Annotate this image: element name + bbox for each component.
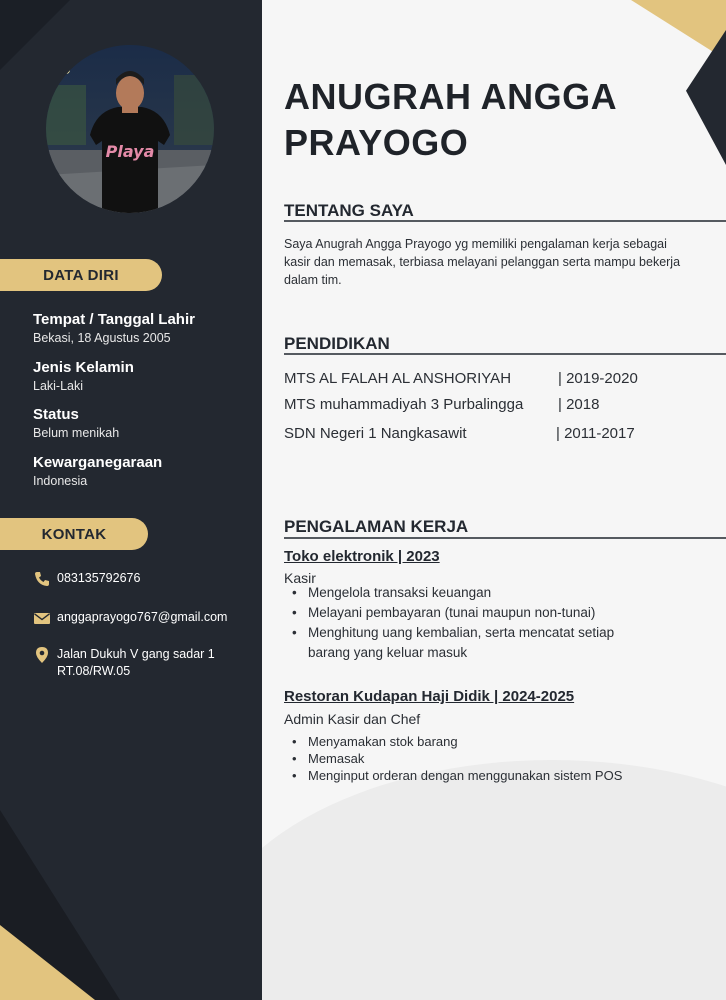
profile-photo-illustration — [46, 45, 214, 213]
job-title-1: Toko elektronik | 2023 — [284, 548, 440, 565]
education-school-2: MTS muhammadiyah 3 Purbalingga — [284, 396, 524, 413]
about-text: Saya Anugrah Angga Prayogo yg memiliki pengalaman kerja sebagai kasir dan memasak, terbiasa melayani pelanggan serta mampu bekerja dalam tim. — [284, 237, 681, 287]
contact-address — [33, 646, 215, 680]
status-label: Status — [33, 406, 79, 423]
email-icon — [33, 609, 51, 627]
status-value: Belum menikah — [33, 426, 120, 440]
about-heading: TENTANG SAYA — [284, 201, 414, 220]
data-diri-heading: DATA DIRI — [0, 259, 162, 291]
birth-value: Bekasi, 18 Agustus 2005 — [33, 331, 171, 345]
gender-label: Jenis Kelamin — [33, 359, 134, 376]
sidebar-corner-decoration — [0, 0, 70, 70]
citizenship-label: Kewarganegaraan — [33, 454, 163, 471]
full-name — [284, 74, 617, 166]
phone-number[interactable]: 083135792676 — [57, 571, 141, 585]
job-1-duty-3: • Menghitung uang kembalian, serta mencatat setiap barang yang keluar masuk — [284, 623, 654, 663]
kontak-heading: KONTAK — [0, 518, 148, 550]
phone-icon — [33, 570, 51, 588]
education-year-3: | 2011-2017 — [556, 425, 635, 442]
job-2-duty-3: • Menginput orderan dengan menggunakan sistem POS — [284, 767, 684, 784]
job-1-duty-2: • Melayani pembayaran (tunai maupun non-tunai) — [284, 603, 684, 623]
email-address[interactable]: anggaprayogo767@gmail.com — [57, 610, 228, 624]
job-title-2: Restoran Kudapan Haji Didik | 2024-2025 — [284, 688, 575, 705]
education-heading: PENDIDIKAN — [284, 334, 390, 353]
birth-label: Tempat / Tanggal Lahir — [33, 311, 195, 328]
sidebar — [0, 0, 262, 1000]
job-1-duty-1: • Mengelola transaksi keuangan — [284, 583, 684, 603]
location-pin-icon — [33, 646, 51, 664]
contact-email — [33, 609, 227, 627]
main-content — [262, 0, 726, 1000]
job-duties-1 — [284, 583, 684, 663]
address-line-1: Jalan Dukuh V gang sadar 1 — [57, 647, 215, 661]
name-line-2: PRAYOGO — [284, 122, 469, 163]
address-text — [57, 646, 215, 680]
job-role-2: Admin Kasir dan Chef — [284, 711, 421, 727]
citizenship-value: Indonesia — [33, 474, 88, 488]
job-duties-2 — [284, 733, 684, 784]
top-right-dark-decoration — [686, 30, 726, 165]
birth-info — [33, 311, 195, 345]
experience-divider — [284, 537, 726, 539]
address-line-2: RT.08/RW.05 — [57, 664, 131, 678]
job-role-1: Kasir — [284, 570, 316, 586]
name-line-1: ANUGRAH ANGGA — [284, 76, 618, 117]
education-year-1: | 2019-2020 — [558, 370, 638, 387]
status-info — [33, 406, 119, 440]
education-year-2: | 2018 — [558, 396, 600, 413]
job-2-duty-1: • Menyamakan stok barang — [284, 733, 684, 750]
experience-heading: PENGALAMAN KERJA — [284, 517, 469, 536]
svg-text:Playa: Playa — [105, 142, 155, 161]
gender-value: Laki-Laki — [33, 379, 84, 393]
education-school-3: SDN Negeri 1 Nangkasawit — [284, 425, 467, 442]
citizenship-info — [33, 454, 162, 488]
background-curve-decoration — [262, 760, 726, 1000]
profile-photo — [46, 45, 214, 213]
education-divider — [284, 353, 726, 355]
about-divider — [284, 220, 726, 222]
education-school-1: MTS AL FALAH AL ANSHORIYAH — [284, 370, 512, 387]
contact-phone — [33, 570, 140, 588]
job-2-duty-2: • Memasak — [284, 750, 684, 767]
gender-info — [33, 359, 134, 393]
top-right-gold-decoration — [631, 0, 726, 60]
